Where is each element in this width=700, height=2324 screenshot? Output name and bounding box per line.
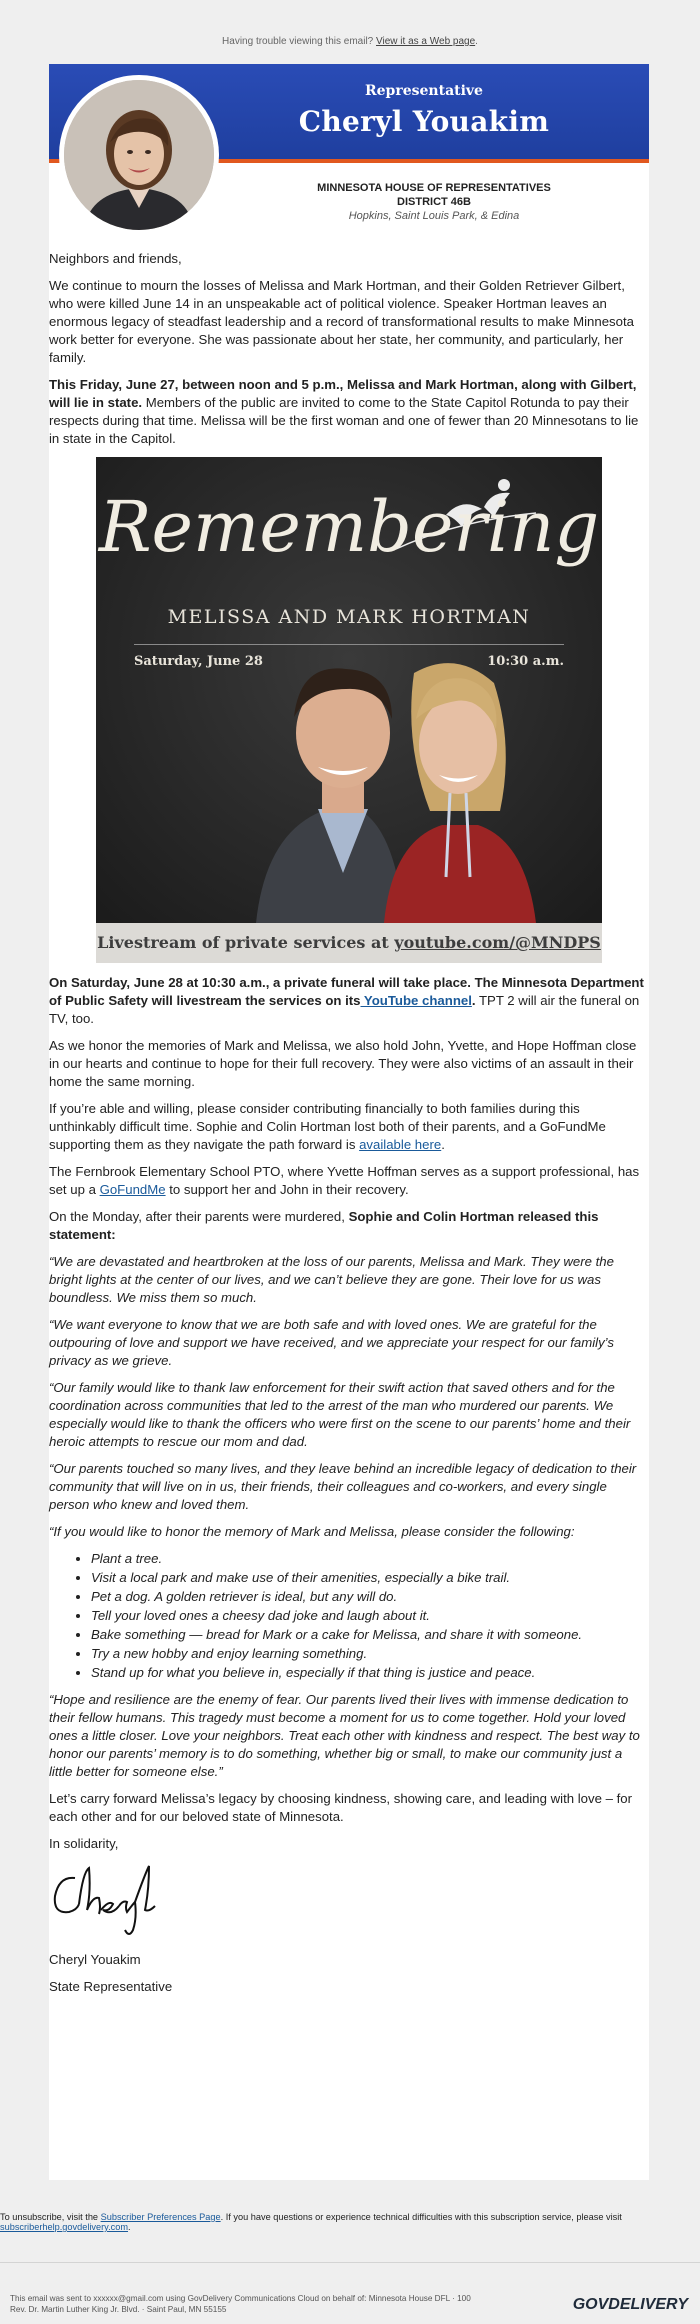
quote-hope-text: “Hope and resilience are the enemy of fear. Our parents lived their lives with immense dedication to their fellow humans. This tragedy must become a moment for us to come together. Hold your loved ones a little closer. Love your neighbors. Treat each other with kindness and respect. The best way to honor our parents’ memory is to do something, whether big or small, to make our community just a little better for someone else.” xyxy=(49,1692,640,1779)
quote-thanks-text: “Our family would like to thank law enforcement for their swift action that saved others and for the coordination across communities that led to the arrest of the man who murdered our parents. We especially would like to thank the officers who were first on the scene to our parents’ home and their heroic attempts to rescue our mom and dad. xyxy=(49,1380,631,1449)
signature-name: Cheryl Youakim xyxy=(49,1952,141,1967)
list-item: • Visit a local park and make use of their amenities, especially a bike trail. xyxy=(91,1569,649,1587)
list-item: • Plant a tree. xyxy=(91,1550,649,1568)
quote-thanks xyxy=(49,1379,649,1451)
hero-names: MELISSA AND MARK HORTMAN xyxy=(167,606,531,628)
hero-caption xyxy=(96,923,602,963)
hero-time: 10:30 a.m. xyxy=(487,654,564,669)
pto-text-a: The Fernbrook Elementary School PTO, where Yvette Hoffman serves as a support professional, has set up a xyxy=(49,1164,640,1197)
view-web-page-link[interactable]: View it as a Web page xyxy=(376,36,476,47)
subscriber-preferences-link[interactable]: Subscriber Preferences Page xyxy=(100,2212,221,2222)
footer-period: . xyxy=(128,2222,131,2232)
list-item: • Pet a dog. A golden retriever is ideal, but any will do. xyxy=(91,1588,649,1606)
address-line: Rev. Dr. Martin Luther King Jr. Blvd. · Saint Paul, MN 55155 xyxy=(10,2305,227,2314)
greeting: Neighbors and friends, xyxy=(49,251,182,266)
list-item: • Try a new hobby and enjoy learning something. xyxy=(91,1645,649,1663)
quote-hope xyxy=(49,1691,649,1781)
paragraph-hoffman: As we honor the memories of Mark and Melissa, we also hold John, Yvette, and Hope Hoffman close in our hearts and continue to hope for their full recovery. They were also victims of an assault in their home the same morning. xyxy=(49,1038,637,1089)
paragraph-statement-intro xyxy=(49,1208,649,1244)
govdelivery-logo[interactable]: GOVDELIVERY xyxy=(572,2296,688,2313)
hero-divider xyxy=(134,644,564,645)
paragraph-lie-in-state xyxy=(49,376,649,448)
signoff: In solidarity, xyxy=(49,1836,119,1851)
email-container xyxy=(49,64,649,2180)
unsubscribe-help-text: . If you have questions or experience technical difficulties with this subscription service, please visit xyxy=(220,2212,622,2222)
paragraph-funeral xyxy=(49,974,649,1028)
avatar xyxy=(59,75,219,235)
signature-drawing xyxy=(49,1862,159,1938)
district-number: DISTRICT 46B xyxy=(397,196,471,208)
portrait-photo xyxy=(64,80,214,230)
rep-title: Representative xyxy=(365,83,483,99)
hero-caption-link: youtube.com/@MNDPS xyxy=(394,933,601,952)
contribute-text: If you’re able and willing, please consider contributing financially to both families during this unthinkably difficult time. Sophie and Colin Hortman lost both of their parents, and a GoFundMe supporting them as they navigate the path forward is xyxy=(49,1101,606,1152)
paragraph-mourning: We continue to mourn the losses of Melissa and Mark Hortman, and their Golden Retriever Gilbert, who were killed June 14 in an unspeakable act of political violence. Speaker Hortman leaves an enormous legacy of steadfast leadership and a record of transformational results to make Minnesota work better for everyone. She was passionate about her state, her community, and particularly, her family. xyxy=(49,278,634,365)
pto-text-b: to support her and John in their recovery. xyxy=(165,1182,409,1197)
hero-date: Saturday, June 28 xyxy=(134,654,263,669)
sent-line: This email was sent to xxxxxx@gmail.com using GovDelivery Communications Cloud on behalf of: Minnesota House DFL · 100 xyxy=(10,2294,471,2303)
funeral-rest: TPT 2 will air the funeral on TV, too. xyxy=(49,993,640,1026)
contribute-end: . xyxy=(441,1137,445,1152)
signature xyxy=(49,1862,649,1938)
unsubscribe-text: To unsubscribe, visit the xyxy=(0,2212,101,2222)
footer xyxy=(0,2212,700,2232)
gofundme-hoffman-link[interactable]: GoFundMe xyxy=(99,1182,166,1197)
list-item: • Bake something — bread for Mark or a cake for Melissa, and share it with someone. xyxy=(91,1626,649,1644)
quote-honor xyxy=(49,1523,649,1541)
quote-legacy-text: “Our parents touched so many lives, and they leave behind an incredible legacy of dedication to their community that will live on in us, their friends, their colleagues and co-workers, and every single person who knew and loved them. xyxy=(49,1461,637,1512)
hero-caption-text: Livestream of private services at xyxy=(97,933,395,952)
statement-intro-text: On the Monday, after their parents were murdered, xyxy=(49,1209,349,1224)
gofundme-hortman-link[interactable]: available here xyxy=(359,1137,442,1152)
quote-safe-text: “We want everyone to know that we are both safe and with loved ones. We are grateful for the outpouring of love and support we have received, and we appreciate your respect for our family’s privacy as we grieve. xyxy=(49,1317,614,1368)
lie-in-state-bold: This Friday, June 27, between noon and 5 p.m., Melissa and Mark Hortman, along with Gilbert, will lie in state. xyxy=(49,377,637,410)
quote-devastated xyxy=(49,1253,649,1307)
lie-in-state-rest: Members of the public are invited to come to the State Capitol Rotunda to pay their respects during that time. Melissa will be the first woman and one of fewer than 20 Minnesotans to lie in state in the Capitol. xyxy=(49,395,639,446)
footer-divider xyxy=(0,2262,700,2263)
quote-legacy xyxy=(49,1460,649,1514)
email-body xyxy=(49,250,649,2005)
portrait-drawing xyxy=(64,80,214,230)
preheader-text: Having trouble viewing this email? xyxy=(222,36,374,47)
list-item: • Tell your loved ones a cheesy dad joke and laugh about it. xyxy=(91,1607,649,1625)
district-cities: Hopkins, Saint Louis Park, & Edina xyxy=(348,210,520,222)
preheader-suffix: . xyxy=(475,36,478,47)
funeral-period: . xyxy=(471,993,476,1008)
district-info xyxy=(234,181,634,223)
paragraph-pto xyxy=(49,1163,649,1199)
paragraph-contribute xyxy=(49,1100,649,1154)
paragraph-carry-forward: Let’s carry forward Melissa’s legacy by choosing kindness, showing care, and leading with love – for each other and for our beloved state of Minnesota. xyxy=(49,1791,632,1824)
honor-list xyxy=(49,1550,649,1682)
statement-intro-bold: Sophie and Colin Hortman released this statement: xyxy=(49,1209,599,1242)
funeral-bold: On Saturday, June 28 at 10:30 a.m., a private funeral will take place. The Minnesota Department of Public Safety will livestream the services on its xyxy=(49,975,644,1008)
preheader xyxy=(0,0,700,64)
hero-headline: Remembering xyxy=(98,486,600,568)
signature-title: State Representative xyxy=(49,1979,173,1994)
footer-address xyxy=(10,2293,570,2315)
quote-honor-text: “If you would like to honor the memory of Mark and Melissa, please consider the following: xyxy=(49,1524,575,1539)
chamber-name: MINNESOTA HOUSE OF REPRESENTATIVES xyxy=(317,182,551,194)
remembering-graphic xyxy=(96,457,602,963)
quote-safe xyxy=(49,1316,649,1370)
quote-devastated-text: “We are devastated and heartbroken at the loss of our parents, Melissa and Mark. They were the bright lights at the center of our lives, and we can’t believe they are gone. Their love for us was boundless. We miss them so much. xyxy=(49,1254,614,1305)
rep-name: Cheryl Youakim xyxy=(298,105,550,138)
subscriber-help-link[interactable]: subscriberhelp.govdelivery.com xyxy=(0,2222,129,2232)
list-item: • Stand up for what you believe in, especially if that thing is justice and peace. xyxy=(91,1664,649,1682)
youtube-channel-link[interactable]: YouTube channel xyxy=(360,993,472,1008)
